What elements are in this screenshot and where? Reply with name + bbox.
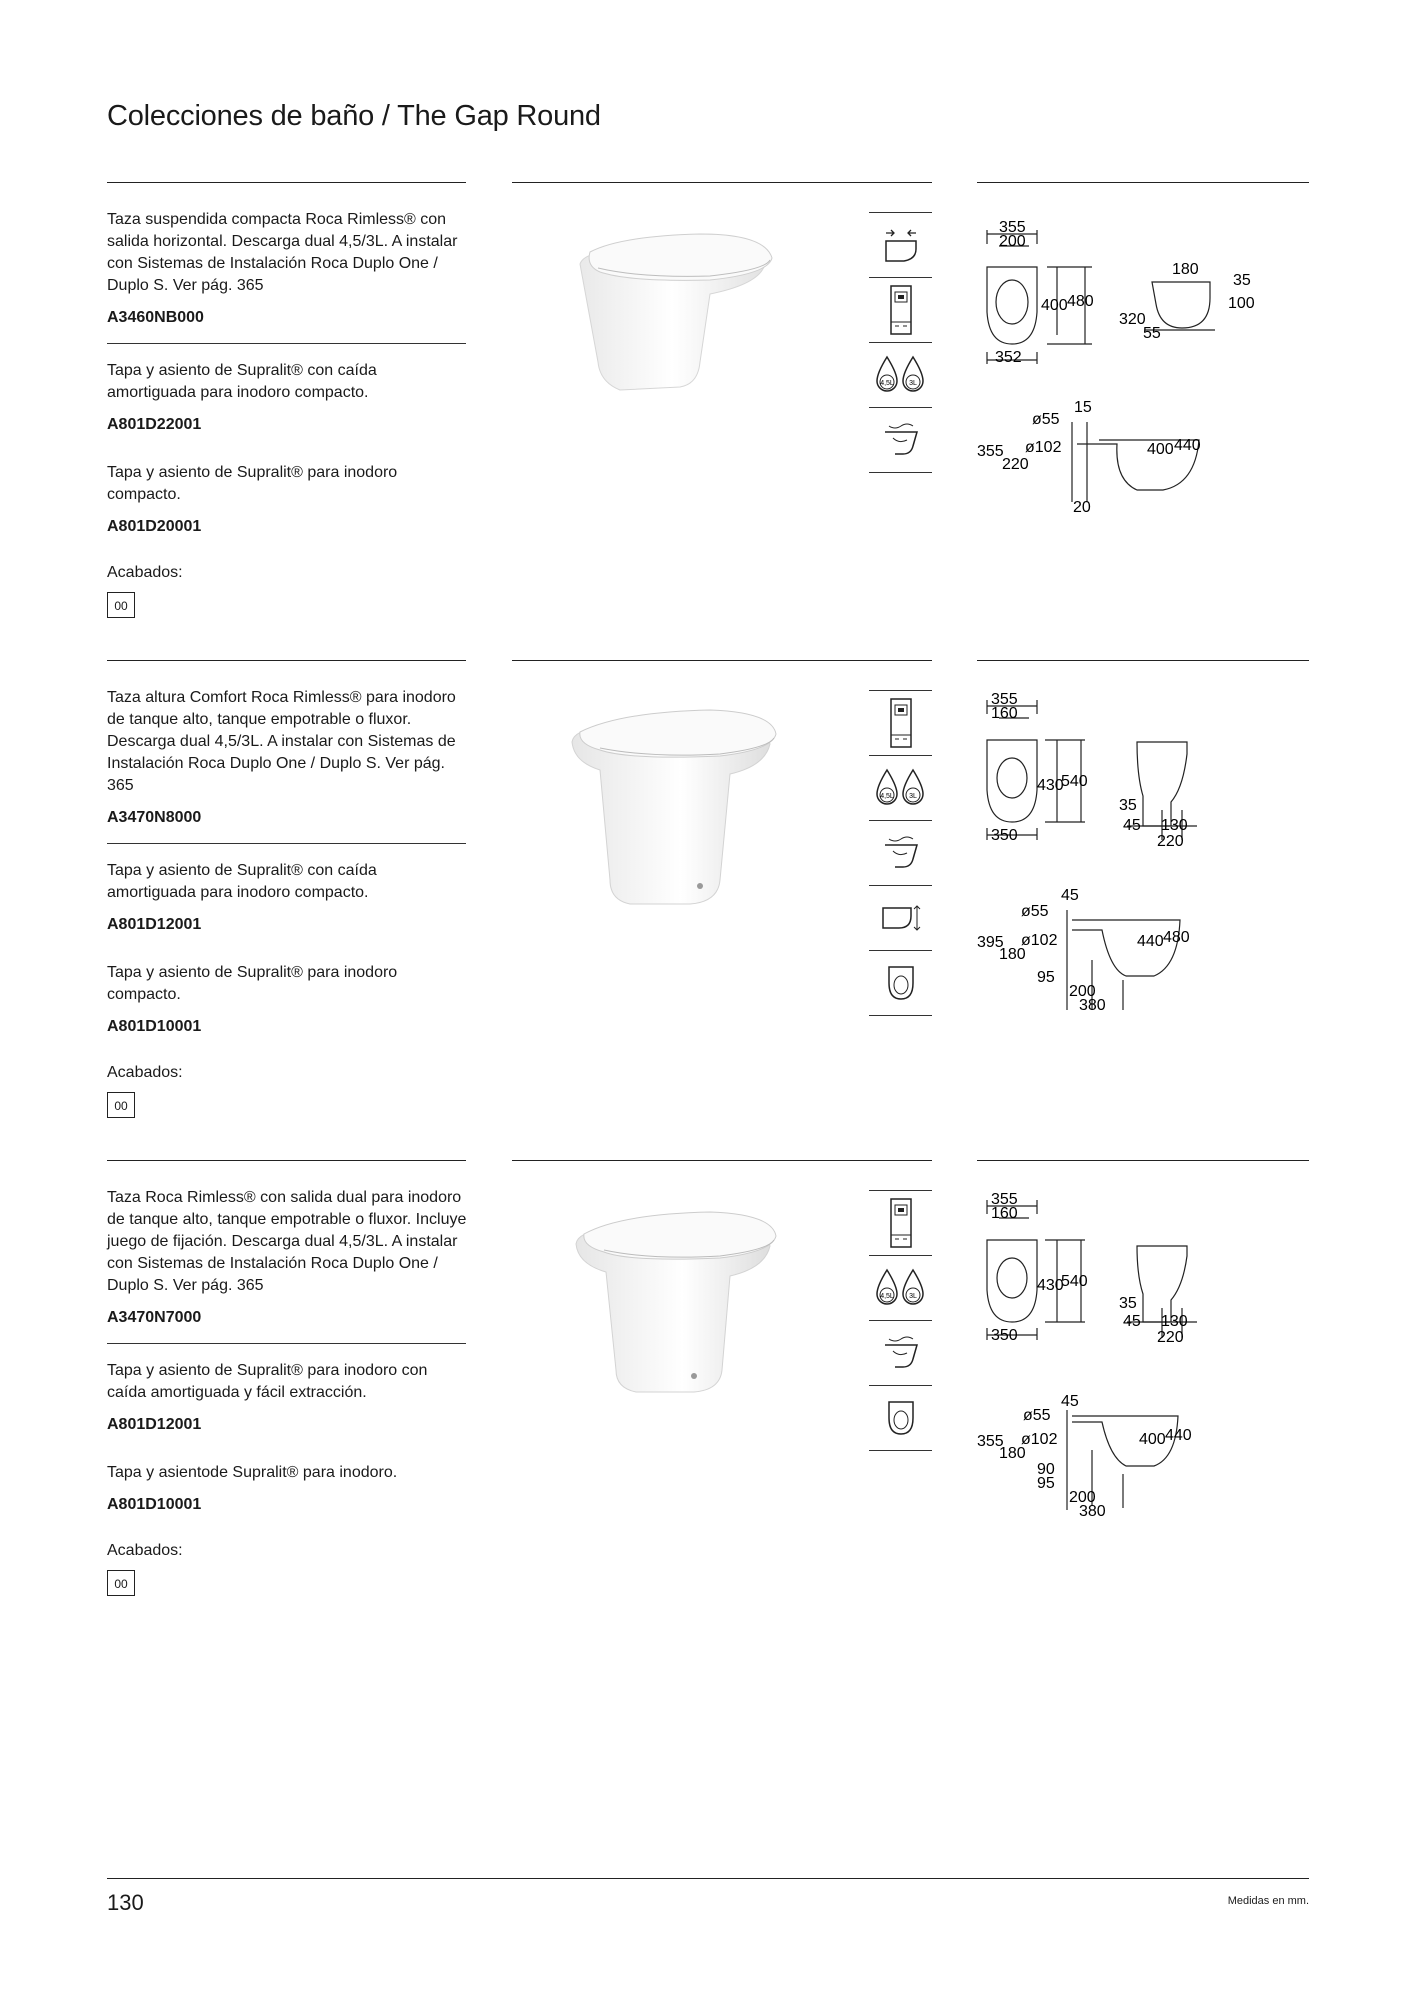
horizontal-outlet-icon: [869, 212, 932, 278]
svg-text:90: 90: [1037, 1461, 1055, 1478]
svg-text:ø55: ø55: [1021, 903, 1049, 920]
feature-icons: [869, 1190, 932, 1451]
svg-text:355: 355: [991, 1191, 1018, 1208]
product-section-3: [0, 1160, 1414, 1640]
svg-text:35: 35: [1233, 272, 1251, 289]
footer-note: Medidas en mm.: [1227, 1895, 1309, 1907]
svg-text:440: 440: [1165, 1427, 1192, 1444]
svg-text:180: 180: [999, 1445, 1026, 1462]
divider: [107, 343, 466, 344]
accessory-code: A801D12001: [107, 1416, 202, 1433]
accessory-description: Tapa y asiento de Supralit® para inodoro compacto.: [107, 964, 398, 1003]
svg-text:440: 440: [1174, 437, 1201, 454]
divider: [107, 1343, 466, 1344]
svg-text:20: 20: [1073, 499, 1091, 512]
floor-toilet-image: [560, 690, 790, 920]
flush-small-label: 3L: [908, 380, 917, 387]
section-rule: [977, 1160, 1309, 1161]
floor-toilet-image: [560, 1190, 790, 1420]
seat-icon: [869, 1386, 932, 1451]
svg-text:400: 400: [1139, 1431, 1166, 1448]
accessory-description: Tapa y asiento de Supralit® con caída amortiguada para inodoro compacto.: [107, 862, 377, 901]
product-description: Taza suspendida compacta Roca Rimless® con salida horizontal. Descarga dual 4,5/3L. A instalar con Sistemas de Instalación Roca Duplo One / Duplo S. Ver pág. 365: [107, 211, 458, 294]
svg-text:352: 352: [995, 349, 1022, 366]
accessory-description: Tapa y asiento de Supralit® con caída amortiguada para inodoro compacto.: [107, 362, 377, 401]
technical-drawing: [977, 690, 1309, 1020]
svg-text:350: 350: [991, 1327, 1018, 1344]
finishes-label: Acabados:: [107, 1542, 183, 1559]
svg-text:35: 35: [1119, 797, 1137, 814]
feature-icons: [869, 212, 932, 473]
finish-swatch: 00: [107, 1092, 135, 1118]
svg-text:540: 540: [1061, 1273, 1088, 1290]
svg-text:355: 355: [999, 219, 1026, 236]
svg-text:95: 95: [1037, 969, 1055, 986]
accessory-item: [107, 860, 467, 936]
accessory-code: A801D12001: [107, 916, 202, 933]
divider: [107, 843, 466, 844]
finish-swatch: 00: [107, 592, 135, 618]
svg-text:55: 55: [1143, 325, 1161, 342]
section-rule: [512, 182, 932, 183]
rimless-icon: [869, 821, 932, 886]
page-number: 130: [107, 1890, 144, 1915]
technical-drawing: [977, 1190, 1309, 1520]
svg-text:355: 355: [977, 443, 1004, 460]
svg-text:380: 380: [1079, 997, 1106, 1014]
svg-text:160: 160: [991, 1205, 1018, 1222]
cistern-frame-icon: [869, 278, 932, 343]
svg-text:430: 430: [1037, 1277, 1064, 1294]
product-text: [107, 209, 467, 618]
rimless-icon: [869, 1321, 932, 1386]
svg-text:180: 180: [999, 946, 1026, 963]
svg-text:355: 355: [977, 1433, 1004, 1450]
accessory-description: Tapa y asiento de Supralit® para inodoro compacto.: [107, 464, 398, 503]
svg-text:480: 480: [1163, 929, 1190, 946]
section-rule: [512, 660, 932, 661]
product-description: Taza Roca Rimless® con salida dual para inodoro de tanque alto, tanque empotrable o fluxor. Incluye juego de fijación. Descarga dual 4,5/3L. A instalar con Sistemas de Instalación Roca Duplo One / Duplo S. Ver pág. 365: [107, 1189, 467, 1294]
flush-large-label: 4,5L: [879, 1293, 894, 1300]
cistern-frame-icon: [869, 1190, 932, 1256]
svg-text:320: 320: [1119, 311, 1146, 328]
svg-text:355: 355: [991, 691, 1018, 708]
svg-text:ø102: ø102: [1021, 932, 1058, 949]
svg-text:440: 440: [1137, 933, 1164, 950]
accessory-code: A801D10001: [107, 1018, 202, 1035]
product-text: [107, 687, 467, 1118]
section-rule: [977, 660, 1309, 661]
dual-flush-icon: [869, 1256, 932, 1321]
accessory-item: [107, 962, 467, 1038]
accessory-description: Tapa y asiento de Supralit® para inodoro con caída amortiguada y fácil extracción.: [107, 1362, 428, 1401]
accessory-code: A801D10001: [107, 1496, 202, 1513]
rimless-icon: [869, 408, 932, 473]
accessory-item: [107, 1462, 467, 1516]
svg-text:200: 200: [1069, 983, 1096, 1000]
svg-text:160: 160: [991, 705, 1018, 722]
accessory-item: [107, 360, 467, 436]
svg-text:220: 220: [1157, 1329, 1184, 1346]
cistern-frame-icon: [869, 690, 932, 756]
finish-swatch: 00: [107, 1570, 135, 1596]
svg-text:220: 220: [1002, 456, 1029, 473]
flush-small-label: 3L: [908, 1293, 917, 1300]
svg-text:35: 35: [1119, 1295, 1137, 1312]
finishes-label: Acabados:: [107, 564, 183, 581]
product-code: A3460NB000: [107, 309, 204, 326]
page-title: Colecciones de baño / The Gap Round: [107, 100, 601, 132]
product-text: [107, 1187, 467, 1596]
svg-text:45: 45: [1123, 817, 1141, 834]
svg-text:200: 200: [1069, 1489, 1096, 1506]
flush-large-label: 4,5L: [879, 380, 894, 387]
footer-rule: [107, 1878, 1309, 1879]
svg-text:45: 45: [1123, 1313, 1141, 1330]
svg-text:430: 430: [1037, 777, 1064, 794]
section-rule: [107, 182, 466, 183]
svg-text:ø102: ø102: [1025, 439, 1062, 456]
svg-text:ø55: ø55: [1023, 1407, 1051, 1424]
svg-text:400: 400: [1041, 297, 1068, 314]
svg-text:200: 200: [999, 233, 1026, 250]
accessory-description: Tapa y asientode Supralit® para inodoro.: [107, 1464, 398, 1481]
svg-text:45: 45: [1061, 1393, 1079, 1410]
accessory-code: A801D22001: [107, 416, 202, 433]
technical-drawing: [977, 212, 1309, 512]
svg-text:15: 15: [1074, 399, 1092, 416]
product-code: A3470N7000: [107, 1309, 202, 1326]
dual-flush-icon: [869, 756, 932, 821]
accessory-item: [107, 462, 467, 538]
section-rule: [107, 660, 466, 661]
product-code: A3470N8000: [107, 809, 202, 826]
flush-large-label: 4,5L: [879, 793, 894, 800]
svg-text:350: 350: [991, 827, 1018, 844]
svg-text:130: 130: [1161, 1313, 1188, 1330]
svg-text:480: 480: [1067, 293, 1094, 310]
product-section-1: [0, 182, 1414, 662]
seat-icon: [869, 951, 932, 1016]
comfort-height-icon: [869, 886, 932, 951]
flush-small-label: 3L: [908, 793, 917, 800]
feature-icons: [869, 690, 932, 1016]
svg-text:ø55: ø55: [1032, 411, 1060, 428]
svg-text:95: 95: [1037, 1475, 1055, 1492]
svg-text:540: 540: [1061, 773, 1088, 790]
svg-text:380: 380: [1079, 1503, 1106, 1520]
section-rule: [107, 1160, 466, 1161]
accessory-code: A801D20001: [107, 518, 202, 535]
svg-text:45: 45: [1061, 887, 1079, 904]
dimension-labels: [977, 219, 1255, 512]
section-rule: [977, 182, 1309, 183]
section-rule: [512, 1160, 932, 1161]
wall-hung-toilet-image: [560, 212, 790, 422]
svg-text:100: 100: [1228, 295, 1255, 312]
svg-text:ø102: ø102: [1021, 1431, 1058, 1448]
svg-text:130: 130: [1161, 817, 1188, 834]
accessory-item: [107, 1360, 467, 1436]
product-description: Taza altura Comfort Roca Rimless® para inodoro de tanque alto, tanque empotrable o fluxor. Descarga dual 4,5/3L. A instalar con Sistemas de Instalación Roca Duplo One / Duplo S. Ver pág. 365: [107, 689, 456, 794]
svg-text:400: 400: [1147, 441, 1174, 458]
product-section-2: [0, 660, 1414, 1140]
svg-text:180: 180: [1172, 261, 1199, 278]
svg-text:220: 220: [1157, 833, 1184, 850]
finishes-label: Acabados:: [107, 1064, 183, 1081]
svg-text:395: 395: [977, 934, 1004, 951]
dual-flush-icon: [869, 343, 932, 408]
